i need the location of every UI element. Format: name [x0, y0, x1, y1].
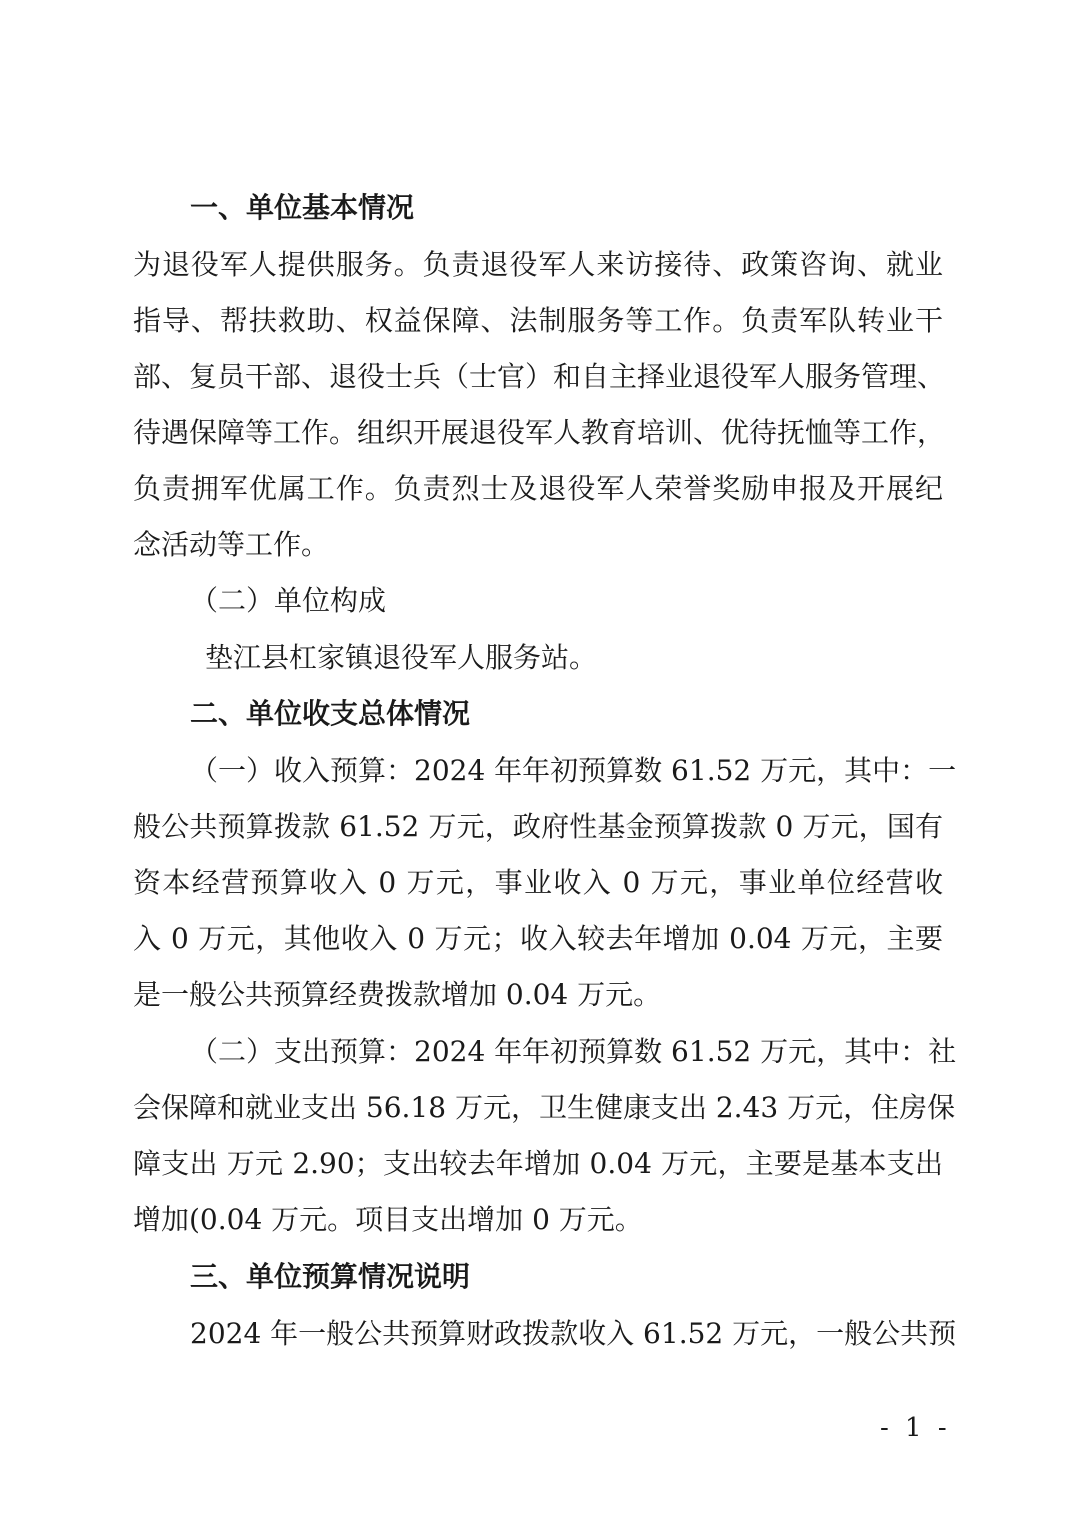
- paragraph-line: 待遇保障等工作。组织开展退役军人教育培训、优待抚恤等工作，: [133, 416, 946, 449]
- income-paragraph-line: （一）收入预算：2024 年年初预算数 61.52 万元，其中：一: [190, 754, 957, 787]
- income-paragraph-line: 入 0 万元，其他收入 0 万元；收入较去年增加 0.04 万元，主要: [133, 922, 943, 955]
- income-paragraph-line: 是一般公共预算经费拨款增加 0.04 万元。: [133, 978, 662, 1011]
- expense-paragraph-line: （二）支出预算：2024 年年初预算数 61.52 万元，其中：社: [190, 1035, 957, 1068]
- page-number: - 1 -: [880, 1413, 951, 1443]
- expense-paragraph-line: 障支出 万元 2.90；支出较去年增加 0.04 万元，主要是基本支出: [133, 1147, 943, 1180]
- expense-paragraph-line: 增加(0.04 万元。项目支出增加 0 万元。: [133, 1203, 643, 1236]
- paragraph-line: 念活动等工作。: [133, 528, 330, 561]
- composition-text: 垫江县杠家镇退役军人服务站。: [205, 641, 598, 674]
- budget-notes-paragraph-line: 2024 年一般公共预算财政拨款收入 61.52 万元，一般公共预: [190, 1317, 957, 1350]
- section-heading-income-expense: 二、单位收支总体情况: [190, 697, 471, 730]
- document-page: [133, 0, 957, 1520]
- paragraph-line: 部、复员干部、退役士兵（士官）和自主择业退役军人服务管理、: [133, 360, 946, 393]
- paragraph-line: 指导、帮扶救助、权益保障、法制服务等工作。负责军队转业干: [133, 304, 943, 337]
- income-paragraph-line: 般公共预算拨款 61.52 万元，政府性基金预算拨款 0 万元，国有: [133, 810, 943, 843]
- section-heading-basic-info: 一、单位基本情况: [190, 191, 415, 224]
- subsection-heading-composition: （二）单位构成: [190, 584, 387, 617]
- expense-paragraph-line: 会保障和就业支出 56.18 万元，卫生健康支出 2.43 万元，住房保: [133, 1091, 956, 1124]
- paragraph-line: 为退役军人提供服务。负责退役军人来访接待、政策咨询、就业: [133, 248, 943, 281]
- income-paragraph-line: 资本经营预算收入 0 万元，事业收入 0 万元，事业单位经营收: [133, 866, 943, 899]
- paragraph-line: 负责拥军优属工作。负责烈士及退役军人荣誉奖励申报及开展纪: [133, 472, 943, 505]
- section-heading-budget-notes: 三、单位预算情况说明: [190, 1260, 471, 1293]
